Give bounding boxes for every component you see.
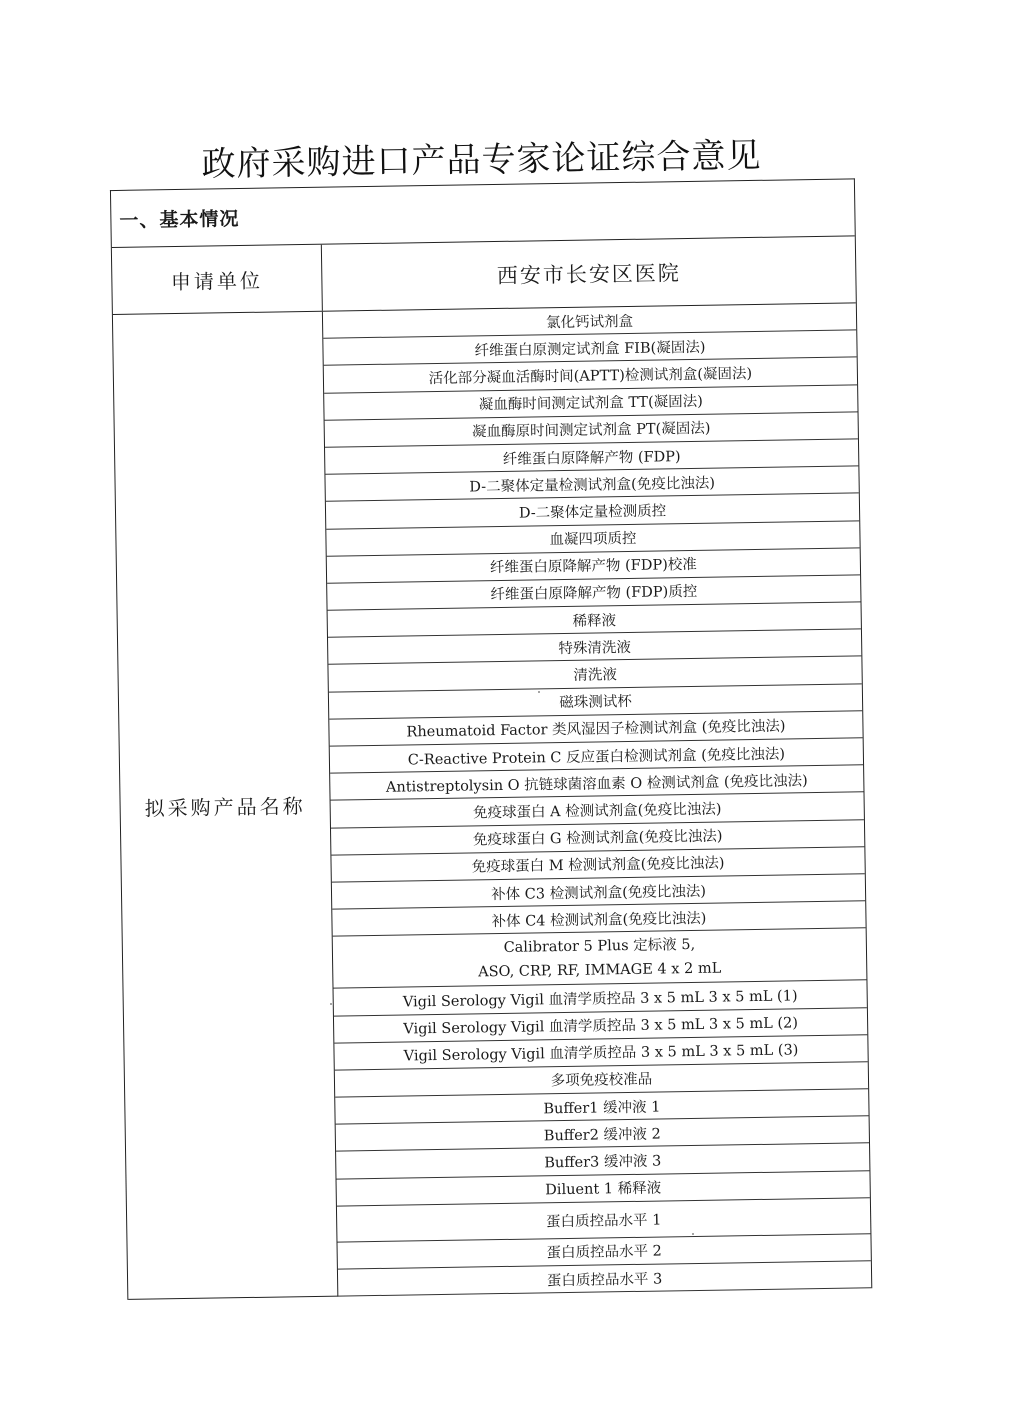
product-name: C-Reactive Protein C 反应蛋白检测试剂盒 (免疫比浊法) (407, 746, 786, 769)
product-name: Vigil Serology Vigil 血清学质控品 3 x 5 mL 3 x 5 mL (1) (402, 988, 798, 1011)
product-name: Calibrator 5 Plus 定标液 5, (503, 936, 696, 956)
product-name: Buffer3 缓冲液 3 (544, 1153, 662, 1172)
product-name: 清洗液 (573, 667, 618, 684)
product-name: 免疫球蛋白 M 检测试剂盒(免疫比浊法) (471, 855, 725, 876)
product-name: 免疫球蛋白 A 检测试剂盒(免疫比浊法) (472, 801, 722, 822)
product-name: 凝血酶时间测定试剂盒 TT(凝固法) (478, 393, 703, 414)
product-name: 活化部分凝血活酶时间(APTT)检测试剂盒(凝固法) (428, 365, 753, 388)
products-label: 拟采购产品名称 (113, 312, 338, 1300)
product-name: Buffer1 缓冲液 1 (543, 1099, 661, 1118)
product-name: 蛋白质控品水平 1 (545, 1212, 662, 1231)
products-row (113, 303, 871, 1300)
applicant-value: 西安市长安区医院 (496, 261, 682, 288)
product-name: D-二聚体定量检测质控 (518, 503, 667, 522)
scan-speck (330, 1003, 332, 1005)
scan-speck (692, 1233, 694, 1235)
product-name: D-二聚体定量检测试剂盒(免疫比浊法) (469, 475, 716, 496)
product-name: Diluent 1 稀释液 (545, 1180, 662, 1199)
product-name: 免疫球蛋白 G 检测试剂盒(免疫比浊法) (472, 828, 723, 849)
product-name: 多项免疫校准品 (550, 1072, 653, 1090)
product-name: 稀释液 (572, 612, 617, 630)
product-name: Vigil Serology Vigil 血清学质控品 3 x 5 mL 3 x 5 mL (2) (403, 1015, 799, 1038)
product-name: 纤维蛋白原降解产物 (FDP) (502, 448, 681, 468)
applicant-label: 申请单位 (112, 245, 323, 314)
product-name: Antistreptolysin O 抗链球菌溶血素 O 检测试剂盒 (免疫比浊法) (385, 772, 808, 796)
product-name: 纤维蛋白原测定试剂盒 FIB(凝固法) (474, 339, 706, 360)
product-list (323, 303, 871, 1296)
product-name: 血凝四项质控 (549, 530, 637, 549)
product-name: 凝血酶原时间测定试剂盒 PT(凝固法) (471, 421, 711, 441)
product-row (333, 929, 867, 989)
product-name: 纤维蛋白原降解产物 (FDP)质控 (490, 584, 698, 604)
page-title: 政府采购进口产品专家论证综合意见 (201, 135, 762, 185)
product-name: Rheumatoid Factor 类风湿因子检测试剂盒 (免疫比浊法) (406, 718, 786, 741)
product-name: Buffer2 缓冲液 2 (543, 1126, 661, 1145)
product-name: ASO, CRP, RF, IMMAGE 4 x 2 mL (478, 960, 722, 981)
scan-speck (538, 691, 540, 693)
basic-info-table (110, 178, 872, 1300)
product-name: 补体 C4 检测试剂盒(免疫比浊法) (491, 910, 707, 930)
product-name: 特殊清洗液 (558, 639, 632, 657)
product-name: Vigil Serology Vigil 血清学质控品 3 x 5 mL 3 x 5 mL (3) (403, 1042, 799, 1065)
product-name: 蛋白质控品水平 2 (546, 1243, 662, 1262)
product-name: 磁珠测试杯 (559, 694, 632, 712)
product-name: 纤维蛋白原降解产物 (FDP)校准 (489, 557, 697, 577)
product-name: 补体 C3 检测试剂盒(免疫比浊法) (490, 883, 707, 903)
applicant-row (112, 236, 856, 315)
product-name: 蛋白质控品水平 3 (546, 1271, 663, 1289)
product-name: 氯化钙试剂盒 (545, 313, 634, 331)
section-heading: 一、基本情况 (111, 179, 855, 248)
